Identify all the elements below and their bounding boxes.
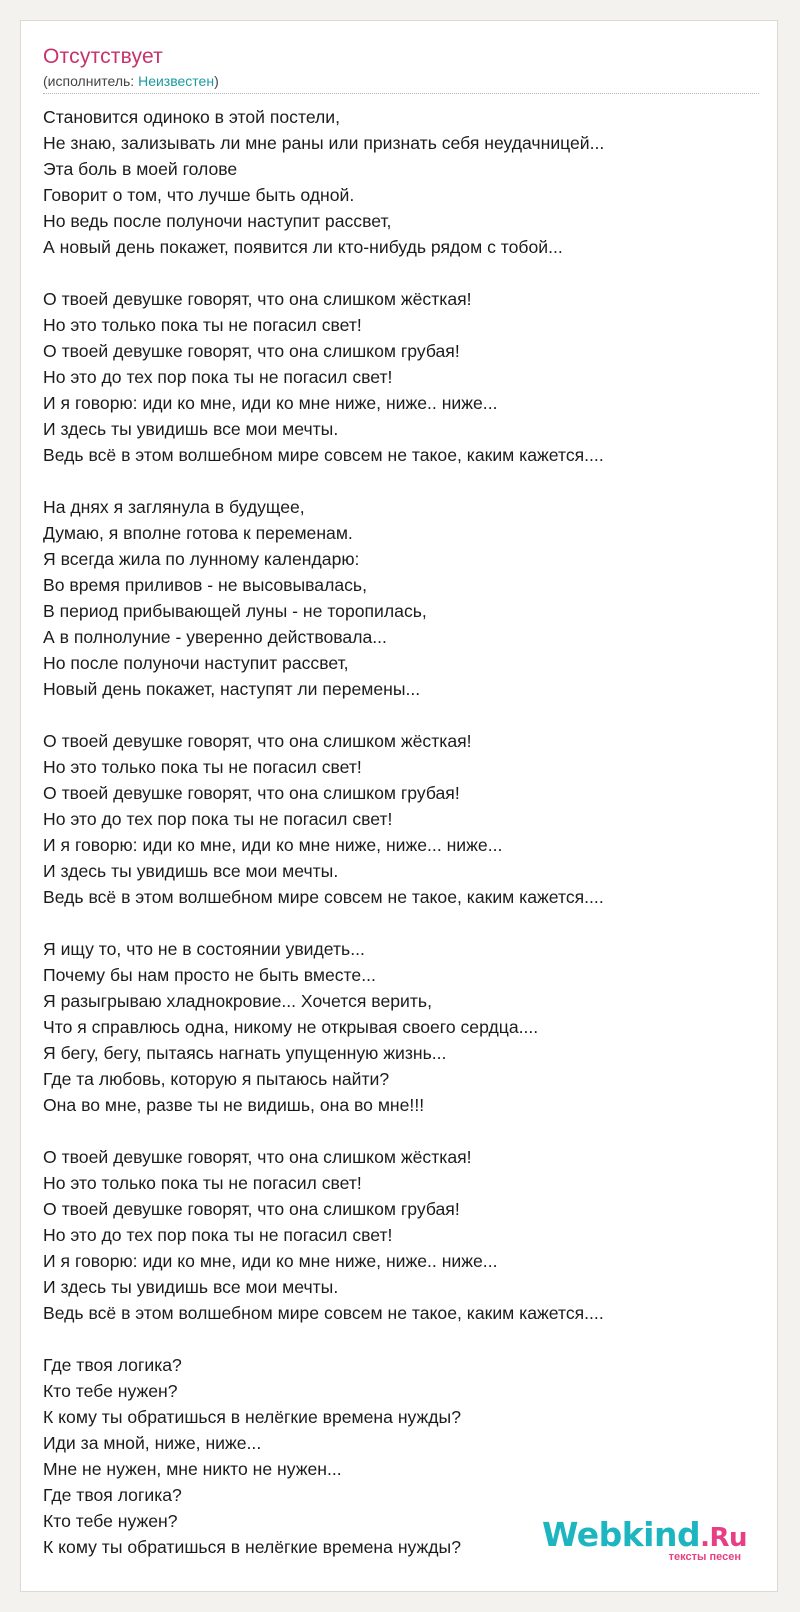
lyric-line: О твоей девушке говорят, что она слишком жёсткая! — [43, 731, 472, 751]
lyric-line: Но это только пока ты не погасил свет! — [43, 757, 362, 777]
lyric-line: Почему бы нам просто не быть вместе... — [43, 965, 376, 985]
lyric-line: К кому ты обратишься в нелёгкие времена нужды? — [43, 1537, 461, 1557]
lyric-line: Кто тебе нужен? — [43, 1511, 178, 1531]
artist-line — [43, 73, 219, 89]
lyric-line: И я говорю: иди ко мне, иди ко мне ниже, ниже.. ниже... — [43, 393, 498, 413]
lyric-line: Но ведь после полуночи наступит рассвет, — [43, 211, 392, 231]
lyric-line: Но это до тех пор пока ты не погасил свет! — [43, 367, 393, 387]
lyric-line: Где твоя логика? — [43, 1485, 182, 1505]
stanza-gap — [43, 910, 758, 936]
lyric-line: Где твоя логика? — [43, 1355, 182, 1375]
logo-tagline: тексты песен — [668, 1551, 741, 1563]
lyric-line: Я ищу то, что не в состоянии увидеть... — [43, 939, 365, 959]
lyric-line: Не знаю, зализывать ли мне раны или признать себя неудачницей... — [43, 133, 605, 153]
lyric-line: О твоей девушке говорят, что она слишком грубая! — [43, 341, 460, 361]
lyrics-sheet — [20, 20, 778, 1592]
lyric-line: Думаю, я вполне готова к переменам. — [43, 523, 353, 543]
lyric-line: Ведь всё в этом волшебном мире совсем не такое, каким кажется.... — [43, 445, 604, 465]
lyric-line: Но это до тех пор пока ты не погасил свет! — [43, 809, 393, 829]
lyric-line: Ведь всё в этом волшебном мире совсем не такое, каким кажется.... — [43, 887, 604, 907]
stanza-gap — [43, 1118, 758, 1144]
lyric-line: Ведь всё в этом волшебном мире совсем не такое, каким кажется.... — [43, 1303, 604, 1323]
lyric-line: А в полнолуние - уверенно действовала... — [43, 627, 387, 647]
lyric-line: И здесь ты увидишь все мои мечты. — [43, 861, 339, 881]
lyric-line: Она во мне, разве ты не видишь, она во мне!!! — [43, 1095, 425, 1115]
lyric-line: О твоей девушке говорят, что она слишком жёсткая! — [43, 289, 472, 309]
lyric-line: На днях я заглянула в будущее, — [43, 497, 305, 517]
lyric-line: Но это до тех пор пока ты не погасил свет! — [43, 1225, 393, 1245]
title-divider — [43, 93, 759, 94]
stanza-gap — [43, 702, 758, 728]
song-title: Отсутствует — [43, 45, 163, 68]
lyric-line: Но это только пока ты не погасил свет! — [43, 315, 362, 335]
site-logo[interactable] — [541, 1515, 747, 1563]
artist-prefix: (исполнитель: — [43, 73, 139, 89]
lyric-line: И здесь ты увидишь все мои мечты. — [43, 1277, 339, 1297]
lyric-line: Я разыгрываю хладнокровие... Хочется верить, — [43, 991, 432, 1011]
artist-link[interactable]: Неизвестен — [138, 73, 215, 89]
lyric-line: Я всегда жила по лунному календарю: — [43, 549, 360, 569]
lyric-line: О твоей девушке говорят, что она слишком грубая! — [43, 1199, 460, 1219]
lyric-line: Эта боль в моей голове — [43, 159, 238, 179]
lyric-line: Иди за мной, ниже, ниже... — [43, 1433, 262, 1453]
lyrics-body — [43, 104, 758, 1560]
lyric-line: Я бегу, бегу, пытаясь нагнать упущенную жизнь... — [43, 1043, 447, 1063]
stanza-gap — [43, 1326, 758, 1352]
lyric-line: Но после полуночи наступит рассвет, — [43, 653, 349, 673]
lyric-line: О твоей девушке говорят, что она слишком грубая! — [43, 783, 460, 803]
lyric-line: К кому ты обратишься в нелёгкие времена нужды? — [43, 1407, 461, 1427]
lyric-line: В период прибывающей луны - не торопилась, — [43, 601, 427, 621]
artist-suffix: ) — [214, 73, 219, 89]
stanza-gap — [43, 260, 758, 286]
lyric-line: Что я справлюсь одна, никому не открывая своего сердца.... — [43, 1017, 539, 1037]
lyric-line: Кто тебе нужен? — [43, 1381, 178, 1401]
logo-main-text: Webkind — [541, 1515, 701, 1554]
lyric-line: Но это только пока ты не погасил свет! — [43, 1173, 362, 1193]
stanza-gap — [43, 468, 758, 494]
lyric-line: Мне не нужен, мне никто не нужен... — [43, 1459, 342, 1479]
lyric-line: Во время приливов - не высовывалась, — [43, 575, 367, 595]
lyric-line: И здесь ты увидишь все мои мечты. — [43, 419, 339, 439]
logo-wordmark — [541, 1515, 747, 1555]
lyric-line: И я говорю: иди ко мне, иди ко мне ниже, ниже.. ниже... — [43, 1251, 498, 1271]
lyric-line: Где та любовь, которую я пытаюсь найти? — [43, 1069, 390, 1089]
lyric-line: Новый день покажет, наступят ли перемены... — [43, 679, 421, 699]
lyric-line: И я говорю: иди ко мне, иди ко мне ниже, ниже... ниже... — [43, 835, 503, 855]
lyric-line: Говорит о том, что лучше быть одной. — [43, 185, 355, 205]
lyric-line: Становится одиноко в этой постели, — [43, 107, 340, 127]
logo-tld: .Ru — [700, 1523, 747, 1553]
lyric-line: А новый день покажет, появится ли кто-нибудь рядом с тобой... — [43, 237, 563, 257]
lyric-line: О твоей девушке говорят, что она слишком жёсткая! — [43, 1147, 472, 1167]
